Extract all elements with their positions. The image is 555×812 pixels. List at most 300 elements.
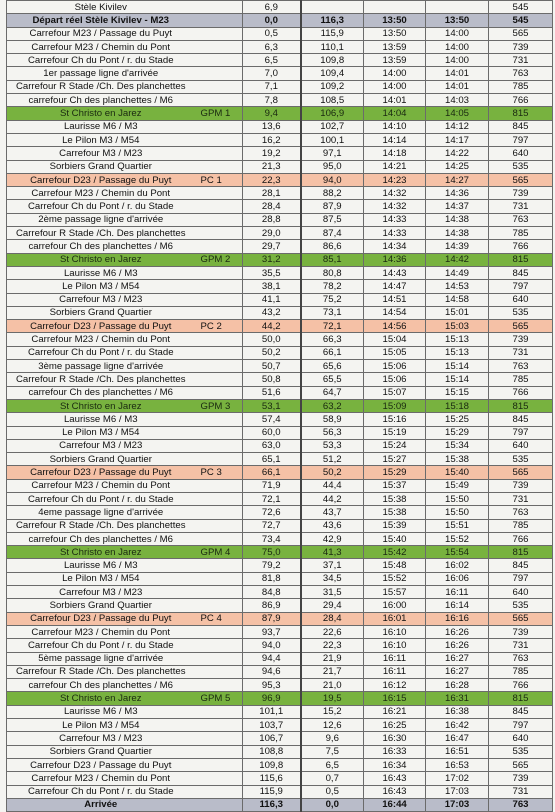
table-row	[7, 692, 553, 705]
distance-from-start-cell: 73,4	[243, 532, 301, 545]
distance-from-start-cell: 21,3	[243, 160, 301, 173]
distance-to-finish-cell: 6,5	[301, 758, 364, 771]
altitude-cell: 763	[489, 213, 553, 226]
slow-schedule-time-cell: 15:13	[426, 346, 489, 359]
slow-schedule-time-cell: 15:54	[426, 546, 489, 559]
fast-schedule-time-cell: 15:24	[364, 439, 426, 452]
distance-from-start-cell: 51,6	[243, 386, 301, 399]
altitude-cell: 535	[489, 453, 553, 466]
distance-to-finish-cell: 73,1	[301, 306, 364, 319]
checkpoint-tag-cell	[195, 798, 243, 811]
distance-from-start-cell: 7,1	[243, 80, 301, 93]
fast-schedule-time-cell	[364, 1, 426, 14]
fast-schedule-time-cell: 16:00	[364, 599, 426, 612]
altitude-cell: 731	[489, 492, 553, 505]
location-cell: Laurisse M6 / M3	[7, 705, 195, 718]
table-row	[7, 426, 553, 439]
table-row	[7, 360, 553, 373]
checkpoint-tag-cell	[195, 266, 243, 279]
altitude-cell: 766	[489, 532, 553, 545]
distance-to-finish-cell: 80,8	[301, 266, 364, 279]
table-row	[7, 679, 553, 692]
location-cell: 2ème passage ligne d'arrivée	[7, 213, 195, 226]
slow-schedule-time-cell: 14:00	[426, 27, 489, 40]
location-cell: carrefour Ch des planchettes / M6	[7, 679, 195, 692]
table-row	[7, 280, 553, 293]
table-row	[7, 772, 553, 785]
distance-from-start-cell: 71,9	[243, 479, 301, 492]
checkpoint-tag-cell: GPM 1	[195, 107, 243, 120]
distance-to-finish-cell: 0,5	[301, 785, 364, 798]
fast-schedule-time-cell: 14:10	[364, 120, 426, 133]
location-cell: Carrefour Ch du Pont / r. du Stade	[7, 639, 195, 652]
distance-from-start-cell: 75,0	[243, 546, 301, 559]
fast-schedule-time-cell: 13:50	[364, 27, 426, 40]
checkpoint-tag-cell: PC 1	[195, 173, 243, 186]
distance-from-start-cell: 6,9	[243, 1, 301, 14]
altitude-cell: 815	[489, 692, 553, 705]
distance-from-start-cell: 44,2	[243, 320, 301, 333]
checkpoint-tag-cell	[195, 386, 243, 399]
location-cell: Carrefour Ch du Pont / r. du Stade	[7, 200, 195, 213]
distance-to-finish-cell: 97,1	[301, 147, 364, 160]
slow-schedule-time-cell: 14:01	[426, 67, 489, 80]
distance-to-finish-cell: 87,4	[301, 227, 364, 240]
slow-schedule-time-cell: 15:38	[426, 453, 489, 466]
location-cell: Carrefour M23 / Chemin du Pont	[7, 479, 195, 492]
slow-schedule-time-cell: 15:13	[426, 333, 489, 346]
altitude-cell: 565	[489, 173, 553, 186]
timetable-body	[7, 1, 553, 812]
slow-schedule-time-cell: 15:18	[426, 399, 489, 412]
distance-from-start-cell: 94,6	[243, 665, 301, 678]
checkpoint-tag-cell	[195, 745, 243, 758]
location-cell: Carrefour R Stade /Ch. Des planchettes	[7, 373, 195, 386]
distance-to-finish-cell: 63,2	[301, 399, 364, 412]
distance-from-start-cell: 116,3	[243, 798, 301, 811]
distance-to-finish-cell: 109,2	[301, 80, 364, 93]
altitude-cell: 739	[489, 479, 553, 492]
fast-schedule-time-cell: 14:04	[364, 107, 426, 120]
checkpoint-tag-cell	[195, 306, 243, 319]
table-row	[7, 40, 553, 53]
slow-schedule-time-cell: 14:53	[426, 280, 489, 293]
altitude-cell: 565	[489, 466, 553, 479]
table-row	[7, 506, 553, 519]
distance-to-finish-cell: 108,5	[301, 94, 364, 107]
slow-schedule-time-cell: 15:03	[426, 320, 489, 333]
altitude-cell: 739	[489, 333, 553, 346]
location-cell: carrefour Ch des planchettes / M6	[7, 532, 195, 545]
fast-schedule-time-cell: 14:01	[364, 94, 426, 107]
fast-schedule-time-cell: 14:56	[364, 320, 426, 333]
distance-from-start-cell: 94,0	[243, 639, 301, 652]
checkpoint-tag-cell	[195, 373, 243, 386]
location-cell: Sorbiers Grand Quartier	[7, 453, 195, 466]
table-row	[7, 625, 553, 638]
altitude-cell: 845	[489, 705, 553, 718]
table-row	[7, 120, 553, 133]
distance-from-start-cell: 6,3	[243, 40, 301, 53]
altitude-cell: 845	[489, 413, 553, 426]
distance-from-start-cell: 72,7	[243, 519, 301, 532]
checkpoint-tag-cell	[195, 54, 243, 67]
fast-schedule-time-cell: 14:32	[364, 200, 426, 213]
distance-to-finish-cell: 19,5	[301, 692, 364, 705]
location-cell: Carrefour M23 / Passage du Puyt	[7, 27, 195, 40]
slow-schedule-time-cell: 14:37	[426, 200, 489, 213]
location-cell: Laurisse M6 / M3	[7, 413, 195, 426]
distance-to-finish-cell: 109,4	[301, 67, 364, 80]
location-cell: Laurisse M6 / M3	[7, 266, 195, 279]
table-row	[7, 665, 553, 678]
distance-to-finish-cell: 53,3	[301, 439, 364, 452]
slow-schedule-time-cell: 14:00	[426, 40, 489, 53]
location-cell: Carrefour R Stade /Ch. Des planchettes	[7, 519, 195, 532]
fast-schedule-time-cell: 15:29	[364, 466, 426, 479]
table-row	[7, 639, 553, 652]
checkpoint-tag-cell	[195, 293, 243, 306]
table-row	[7, 466, 553, 479]
distance-from-start-cell: 19,2	[243, 147, 301, 160]
slow-schedule-time-cell: 16:47	[426, 732, 489, 745]
distance-to-finish-cell: 85,1	[301, 253, 364, 266]
location-cell: Carrefour R Stade /Ch. Des planchettes	[7, 227, 195, 240]
slow-schedule-time-cell: 14:42	[426, 253, 489, 266]
distance-to-finish-cell: 116,3	[301, 14, 364, 27]
slow-schedule-time-cell: 14:38	[426, 213, 489, 226]
location-cell: Carrefour M23 / Chemin du Pont	[7, 187, 195, 200]
slow-schedule-time-cell: 14:38	[426, 227, 489, 240]
location-cell: Carrefour M3 / M23	[7, 439, 195, 452]
distance-to-finish-cell: 12,6	[301, 719, 364, 732]
altitude-cell: 815	[489, 253, 553, 266]
table-row	[7, 373, 553, 386]
distance-from-start-cell: 84,8	[243, 586, 301, 599]
distance-to-finish-cell: 66,1	[301, 346, 364, 359]
altitude-cell: 535	[489, 306, 553, 319]
altitude-cell: 815	[489, 546, 553, 559]
distance-from-start-cell: 41,1	[243, 293, 301, 306]
altitude-cell: 763	[489, 67, 553, 80]
fast-schedule-time-cell: 15:37	[364, 479, 426, 492]
distance-from-start-cell: 28,4	[243, 200, 301, 213]
altitude-cell: 739	[489, 187, 553, 200]
checkpoint-tag-cell	[195, 200, 243, 213]
checkpoint-tag-cell	[195, 360, 243, 373]
checkpoint-tag-cell	[195, 639, 243, 652]
distance-from-start-cell: 93,7	[243, 625, 301, 638]
distance-to-finish-cell: 110,1	[301, 40, 364, 53]
altitude-cell: 731	[489, 785, 553, 798]
table-row	[7, 785, 553, 798]
distance-from-start-cell: 7,0	[243, 67, 301, 80]
slow-schedule-time-cell: 14:25	[426, 160, 489, 173]
slow-schedule-time-cell: 14:36	[426, 187, 489, 200]
table-row	[7, 27, 553, 40]
slow-schedule-time-cell: 14:58	[426, 293, 489, 306]
table-row	[7, 732, 553, 745]
checkpoint-tag-cell: PC 2	[195, 320, 243, 333]
location-cell: Carrefour M3 / M23	[7, 732, 195, 745]
distance-to-finish-cell: 34,5	[301, 572, 364, 585]
distance-from-start-cell: 108,8	[243, 745, 301, 758]
distance-to-finish-cell: 43,7	[301, 506, 364, 519]
fast-schedule-time-cell: 14:51	[364, 293, 426, 306]
altitude-cell: 766	[489, 94, 553, 107]
slow-schedule-time-cell: 14:39	[426, 240, 489, 253]
table-row	[7, 652, 553, 665]
altitude-cell: 535	[489, 160, 553, 173]
altitude-cell: 797	[489, 426, 553, 439]
location-cell: Départ réel Stèle Kivilev - M23	[7, 14, 195, 27]
distance-from-start-cell: 72,6	[243, 506, 301, 519]
table-row	[7, 532, 553, 545]
fast-schedule-time-cell: 15:27	[364, 453, 426, 466]
distance-to-finish-cell: 28,4	[301, 612, 364, 625]
location-cell: 5ème passage ligne d'arrivée	[7, 652, 195, 665]
location-cell: St Christo en Jarez	[7, 399, 195, 412]
location-cell: Carrefour D23 / Passage du Puyt	[7, 758, 195, 771]
distance-from-start-cell: 87,9	[243, 612, 301, 625]
altitude-cell: 565	[489, 612, 553, 625]
fast-schedule-time-cell: 16:21	[364, 705, 426, 718]
table-row	[7, 559, 553, 572]
location-cell: 1er passage ligne d'arrivée	[7, 67, 195, 80]
slow-schedule-time-cell: 16:26	[426, 625, 489, 638]
slow-schedule-time-cell: 15:15	[426, 386, 489, 399]
slow-schedule-time-cell: 13:50	[426, 14, 489, 27]
slow-schedule-time-cell: 16:02	[426, 559, 489, 572]
checkpoint-tag-cell	[195, 280, 243, 293]
distance-to-finish-cell	[301, 1, 364, 14]
altitude-cell: 739	[489, 40, 553, 53]
distance-from-start-cell: 57,4	[243, 413, 301, 426]
fast-schedule-time-cell: 16:34	[364, 758, 426, 771]
fast-schedule-time-cell: 14:18	[364, 147, 426, 160]
distance-to-finish-cell: 51,2	[301, 453, 364, 466]
fast-schedule-time-cell: 15:19	[364, 426, 426, 439]
distance-to-finish-cell: 115,9	[301, 27, 364, 40]
checkpoint-tag-cell	[195, 599, 243, 612]
altitude-cell: 739	[489, 625, 553, 638]
distance-from-start-cell: 13,6	[243, 120, 301, 133]
location-cell: Carrefour M23 / Chemin du Pont	[7, 772, 195, 785]
fast-schedule-time-cell: 16:30	[364, 732, 426, 745]
slow-schedule-time-cell: 16:51	[426, 745, 489, 758]
distance-to-finish-cell: 66,3	[301, 333, 364, 346]
distance-from-start-cell: 0,0	[243, 14, 301, 27]
slow-schedule-time-cell: 14:05	[426, 107, 489, 120]
altitude-cell: 731	[489, 200, 553, 213]
fast-schedule-time-cell: 15:42	[364, 546, 426, 559]
table-row	[7, 293, 553, 306]
slow-schedule-time-cell: 14:01	[426, 80, 489, 93]
table-row	[7, 173, 553, 186]
location-cell: carrefour Ch des planchettes / M6	[7, 386, 195, 399]
table-row	[7, 67, 553, 80]
distance-to-finish-cell: 58,9	[301, 413, 364, 426]
distance-to-finish-cell: 64,7	[301, 386, 364, 399]
checkpoint-tag-cell	[195, 160, 243, 173]
table-row	[7, 200, 553, 213]
altitude-cell: 785	[489, 519, 553, 532]
table-row	[7, 133, 553, 146]
checkpoint-tag-cell	[195, 333, 243, 346]
slow-schedule-time-cell: 17:02	[426, 772, 489, 785]
slow-schedule-time-cell: 14:22	[426, 147, 489, 160]
location-cell: Arrivée	[7, 798, 195, 811]
distance-to-finish-cell: 86,6	[301, 240, 364, 253]
fast-schedule-time-cell: 15:06	[364, 373, 426, 386]
checkpoint-tag-cell	[195, 665, 243, 678]
distance-to-finish-cell: 0,0	[301, 798, 364, 811]
location-cell: 3ème passage ligne d'arrivée	[7, 360, 195, 373]
altitude-cell: 640	[489, 732, 553, 745]
fast-schedule-time-cell: 15:06	[364, 360, 426, 373]
table-row	[7, 54, 553, 67]
checkpoint-tag-cell: PC 3	[195, 466, 243, 479]
slow-schedule-time-cell: 14:03	[426, 94, 489, 107]
location-cell: carrefour Ch des planchettes / M6	[7, 240, 195, 253]
fast-schedule-time-cell: 15:07	[364, 386, 426, 399]
fast-schedule-time-cell: 16:44	[364, 798, 426, 811]
fast-schedule-time-cell: 13:59	[364, 40, 426, 53]
slow-schedule-time-cell: 15:50	[426, 506, 489, 519]
altitude-cell: 731	[489, 639, 553, 652]
table-row	[7, 546, 553, 559]
checkpoint-tag-cell	[195, 14, 243, 27]
location-cell: Carrefour D23 / Passage du Puyt	[7, 173, 195, 186]
checkpoint-tag-cell	[195, 785, 243, 798]
checkpoint-tag-cell	[195, 94, 243, 107]
distance-from-start-cell: 29,7	[243, 240, 301, 253]
checkpoint-tag-cell: GPM 2	[195, 253, 243, 266]
fast-schedule-time-cell: 16:33	[364, 745, 426, 758]
checkpoint-tag-cell	[195, 453, 243, 466]
location-cell: Sorbiers Grand Quartier	[7, 160, 195, 173]
table-row	[7, 147, 553, 160]
fast-schedule-time-cell: 14:47	[364, 280, 426, 293]
slow-schedule-time-cell: 16:31	[426, 692, 489, 705]
location-cell: 4eme passage ligne d'arrivée	[7, 506, 195, 519]
table-row	[7, 745, 553, 758]
fast-schedule-time-cell: 13:50	[364, 14, 426, 27]
distance-to-finish-cell: 9,6	[301, 732, 364, 745]
slow-schedule-time-cell: 14:27	[426, 173, 489, 186]
distance-to-finish-cell: 56,3	[301, 426, 364, 439]
distance-from-start-cell: 115,6	[243, 772, 301, 785]
distance-from-start-cell: 109,8	[243, 758, 301, 771]
distance-from-start-cell: 35,5	[243, 266, 301, 279]
checkpoint-tag-cell	[195, 67, 243, 80]
table-row	[7, 798, 553, 811]
distance-from-start-cell: 63,0	[243, 439, 301, 452]
distance-to-finish-cell: 78,2	[301, 280, 364, 293]
distance-from-start-cell: 53,1	[243, 399, 301, 412]
table-row	[7, 758, 553, 771]
checkpoint-tag-cell	[195, 652, 243, 665]
distance-to-finish-cell: 22,3	[301, 639, 364, 652]
altitude-cell: 763	[489, 360, 553, 373]
distance-to-finish-cell: 21,9	[301, 652, 364, 665]
distance-from-start-cell: 22,3	[243, 173, 301, 186]
location-cell: Carrefour M23 / Chemin du Pont	[7, 625, 195, 638]
fast-schedule-time-cell: 16:11	[364, 652, 426, 665]
fast-schedule-time-cell: 14:34	[364, 240, 426, 253]
table-row	[7, 240, 553, 253]
location-cell: Sorbiers Grand Quartier	[7, 599, 195, 612]
table-row	[7, 413, 553, 426]
table-row	[7, 160, 553, 173]
slow-schedule-time-cell: 16:42	[426, 719, 489, 732]
checkpoint-tag-cell	[195, 147, 243, 160]
checkpoint-tag-cell	[195, 133, 243, 146]
slow-schedule-time-cell: 15:52	[426, 532, 489, 545]
table-row	[7, 346, 553, 359]
distance-from-start-cell: 79,2	[243, 559, 301, 572]
distance-to-finish-cell: 102,7	[301, 120, 364, 133]
table-row	[7, 572, 553, 585]
location-cell: Carrefour M3 / M23	[7, 293, 195, 306]
fast-schedule-time-cell: 14:14	[364, 133, 426, 146]
checkpoint-tag-cell	[195, 439, 243, 452]
distance-from-start-cell: 50,7	[243, 360, 301, 373]
altitude-cell: 797	[489, 280, 553, 293]
distance-to-finish-cell: 87,5	[301, 213, 364, 226]
fast-schedule-time-cell: 14:36	[364, 253, 426, 266]
location-cell: Le Pilon M3 / M54	[7, 572, 195, 585]
distance-to-finish-cell: 43,6	[301, 519, 364, 532]
checkpoint-tag-cell	[195, 240, 243, 253]
table-row	[7, 80, 553, 93]
distance-from-start-cell: 60,0	[243, 426, 301, 439]
location-cell: St Christo en Jarez	[7, 546, 195, 559]
location-cell: Sorbiers Grand Quartier	[7, 306, 195, 319]
table-row	[7, 705, 553, 718]
distance-from-start-cell: 66,1	[243, 466, 301, 479]
table-row	[7, 253, 553, 266]
altitude-cell: 545	[489, 1, 553, 14]
distance-to-finish-cell: 42,9	[301, 532, 364, 545]
altitude-cell: 640	[489, 147, 553, 160]
altitude-cell: 763	[489, 798, 553, 811]
location-cell: Carrefour M23 / Chemin du Pont	[7, 40, 195, 53]
checkpoint-tag-cell	[195, 213, 243, 226]
altitude-cell: 731	[489, 54, 553, 67]
distance-from-start-cell: 86,9	[243, 599, 301, 612]
altitude-cell: 731	[489, 346, 553, 359]
table-row	[7, 213, 553, 226]
checkpoint-tag-cell	[195, 1, 243, 14]
location-cell: Carrefour Ch du Pont / r. du Stade	[7, 54, 195, 67]
checkpoint-tag-cell	[195, 27, 243, 40]
slow-schedule-time-cell: 17:03	[426, 798, 489, 811]
altitude-cell: 785	[489, 227, 553, 240]
slow-schedule-time-cell: 16:14	[426, 599, 489, 612]
fast-schedule-time-cell: 14:00	[364, 67, 426, 80]
checkpoint-tag-cell	[195, 519, 243, 532]
location-cell: Carrefour D23 / Passage du Puyt	[7, 320, 195, 333]
slow-schedule-time-cell: 15:49	[426, 479, 489, 492]
table-row	[7, 107, 553, 120]
location-cell: Carrefour D23 / Passage du Puyt	[7, 466, 195, 479]
slow-schedule-time-cell: 16:16	[426, 612, 489, 625]
distance-to-finish-cell: 44,4	[301, 479, 364, 492]
distance-from-start-cell: 43,2	[243, 306, 301, 319]
altitude-cell: 535	[489, 599, 553, 612]
distance-from-start-cell: 96,9	[243, 692, 301, 705]
